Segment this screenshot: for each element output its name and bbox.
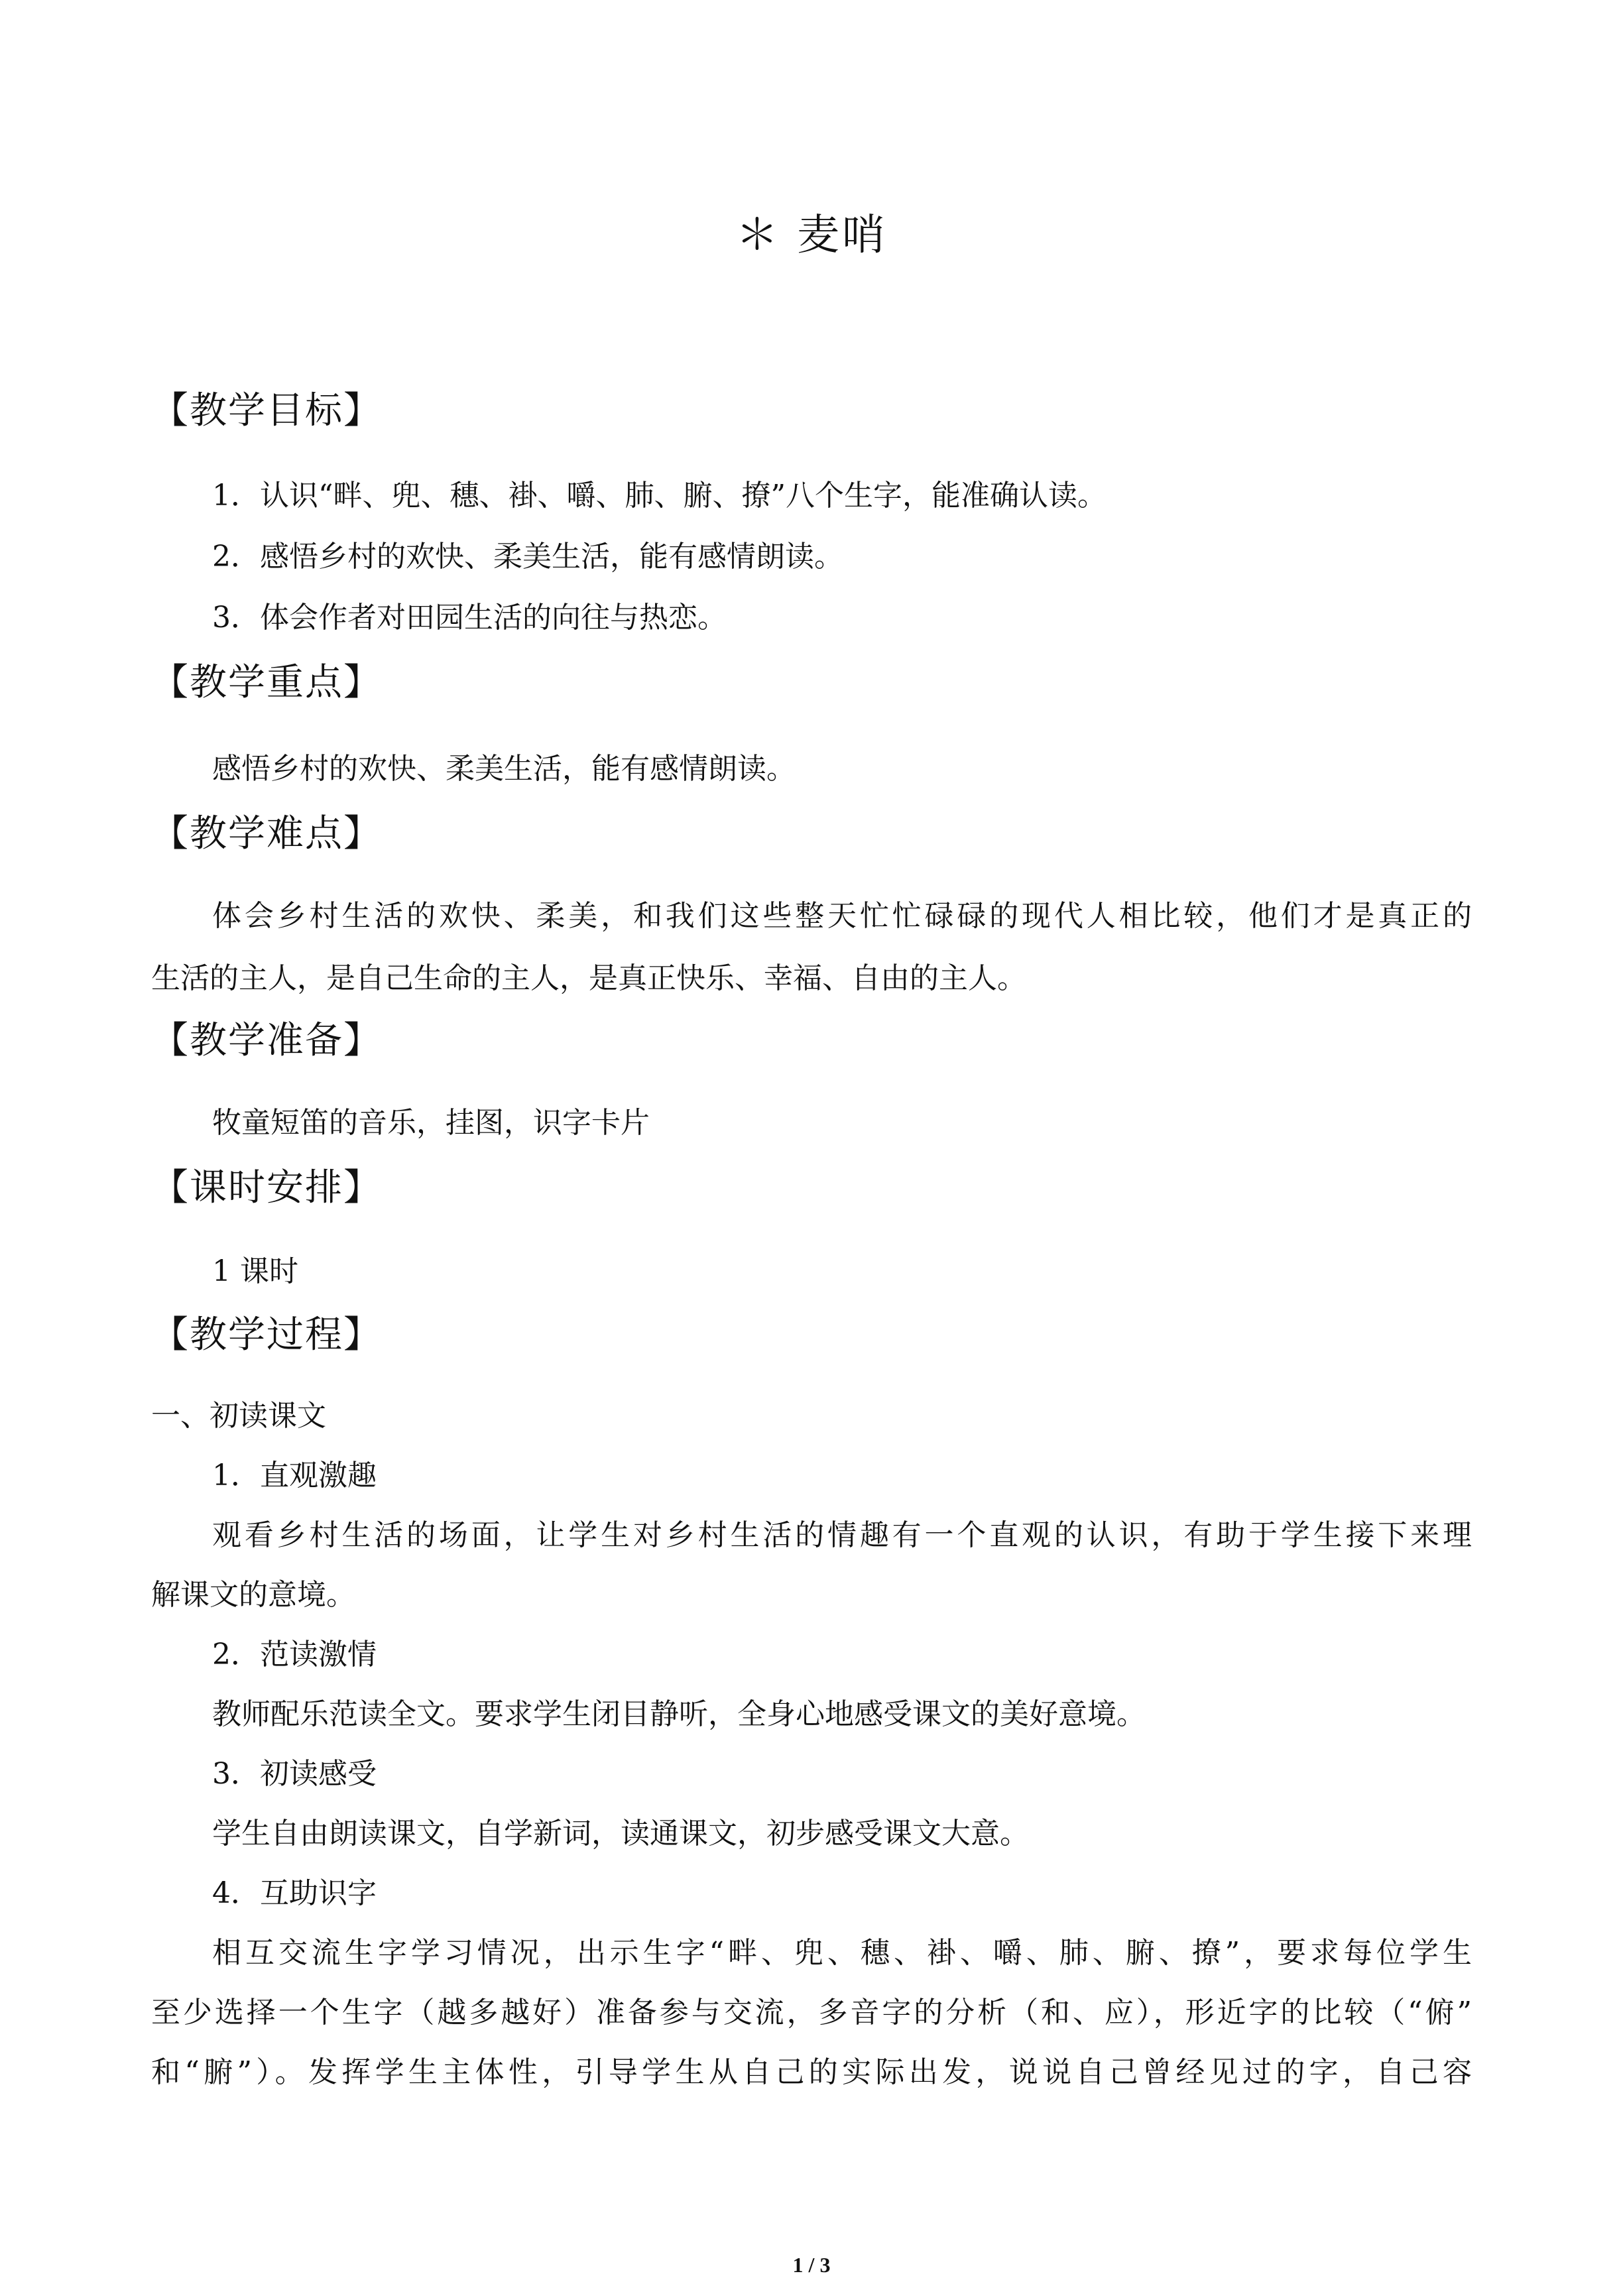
key-points-text: 感悟乡村的欢快、柔美生活，能有感情朗读。 <box>212 752 796 786</box>
process-step1-line-2: 解课文的意境。 <box>151 1578 355 1612</box>
page-indicator: 1 / 3 <box>792 2253 831 2277</box>
process-step4-line-2: 至少选择一个生字（越多越好）准备参与交流，多音字的分析（和、应），形近字的比较（“俯” <box>151 1996 1472 2029</box>
process-step1-line-1: 观看乡村生活的场面，让学生对乡村生活的情趣有一个直观的认识，有助于学生接下来理 <box>212 1518 1472 1552</box>
heading-difficulties: 【教学难点】 <box>151 812 382 855</box>
objective-item-2: 2．感悟乡村的欢快、柔美生活，能有感情朗读。 <box>212 540 843 574</box>
process-step2-title: 2．范读激情 <box>212 1638 377 1671</box>
process-step4-title: 4．互助识字 <box>212 1876 377 1910</box>
process-step3-text: 学生自由朗读课文，自学新词，读通课文，初步感受课文大意。 <box>212 1817 1029 1850</box>
schedule-text: 1 课时 <box>212 1254 298 1288</box>
objective-item-1: 1．认识“畔、兜、穗、褂、嚼、肺、腑、撩”八个生字，能准确认读。 <box>212 479 1107 513</box>
difficulties-line-2: 生活的主人，是自己生命的主人，是真正快乐、幸福、自由的主人。 <box>151 961 1026 995</box>
heading-preparation: 【教学准备】 <box>151 1019 382 1062</box>
process-step1-title: 1．直观激趣 <box>212 1459 377 1492</box>
process-part1-title: 一、初读课文 <box>151 1399 326 1433</box>
process-step3-title: 3．初读感受 <box>212 1757 377 1791</box>
process-step2-text: 教师配乐范读全文。要求学生闭目静听，全身心地感受课文的美好意境。 <box>212 1697 1146 1731</box>
heading-process: 【教学过程】 <box>151 1313 382 1357</box>
heading-key-points: 【教学重点】 <box>151 661 382 704</box>
heading-schedule: 【课时安排】 <box>151 1166 382 1209</box>
objective-item-3: 3．体会作者对田园生活的向往与热恋。 <box>212 601 727 634</box>
page-title: ＊ 麦哨 <box>735 211 888 260</box>
preparation-text: 牧童短笛的音乐，挂图，识字卡片 <box>212 1106 650 1140</box>
process-step4-line-3: 和“腑”）。发挥学生主体性，引导学生从自己的实际出发，说说自己曾经见过的字，自己容 <box>151 2055 1472 2089</box>
process-step4-line-1: 相互交流生字学习情况，出示生字“畔、兜、穗、褂、嚼、肺、腑、撩”，要求每位学生 <box>212 1936 1472 1970</box>
difficulties-line-1: 体会乡村生活的欢快、柔美，和我们这些整天忙忙碌碌的现代人相比较，他们才是真正的 <box>212 899 1472 933</box>
heading-objectives: 【教学目标】 <box>151 389 382 432</box>
